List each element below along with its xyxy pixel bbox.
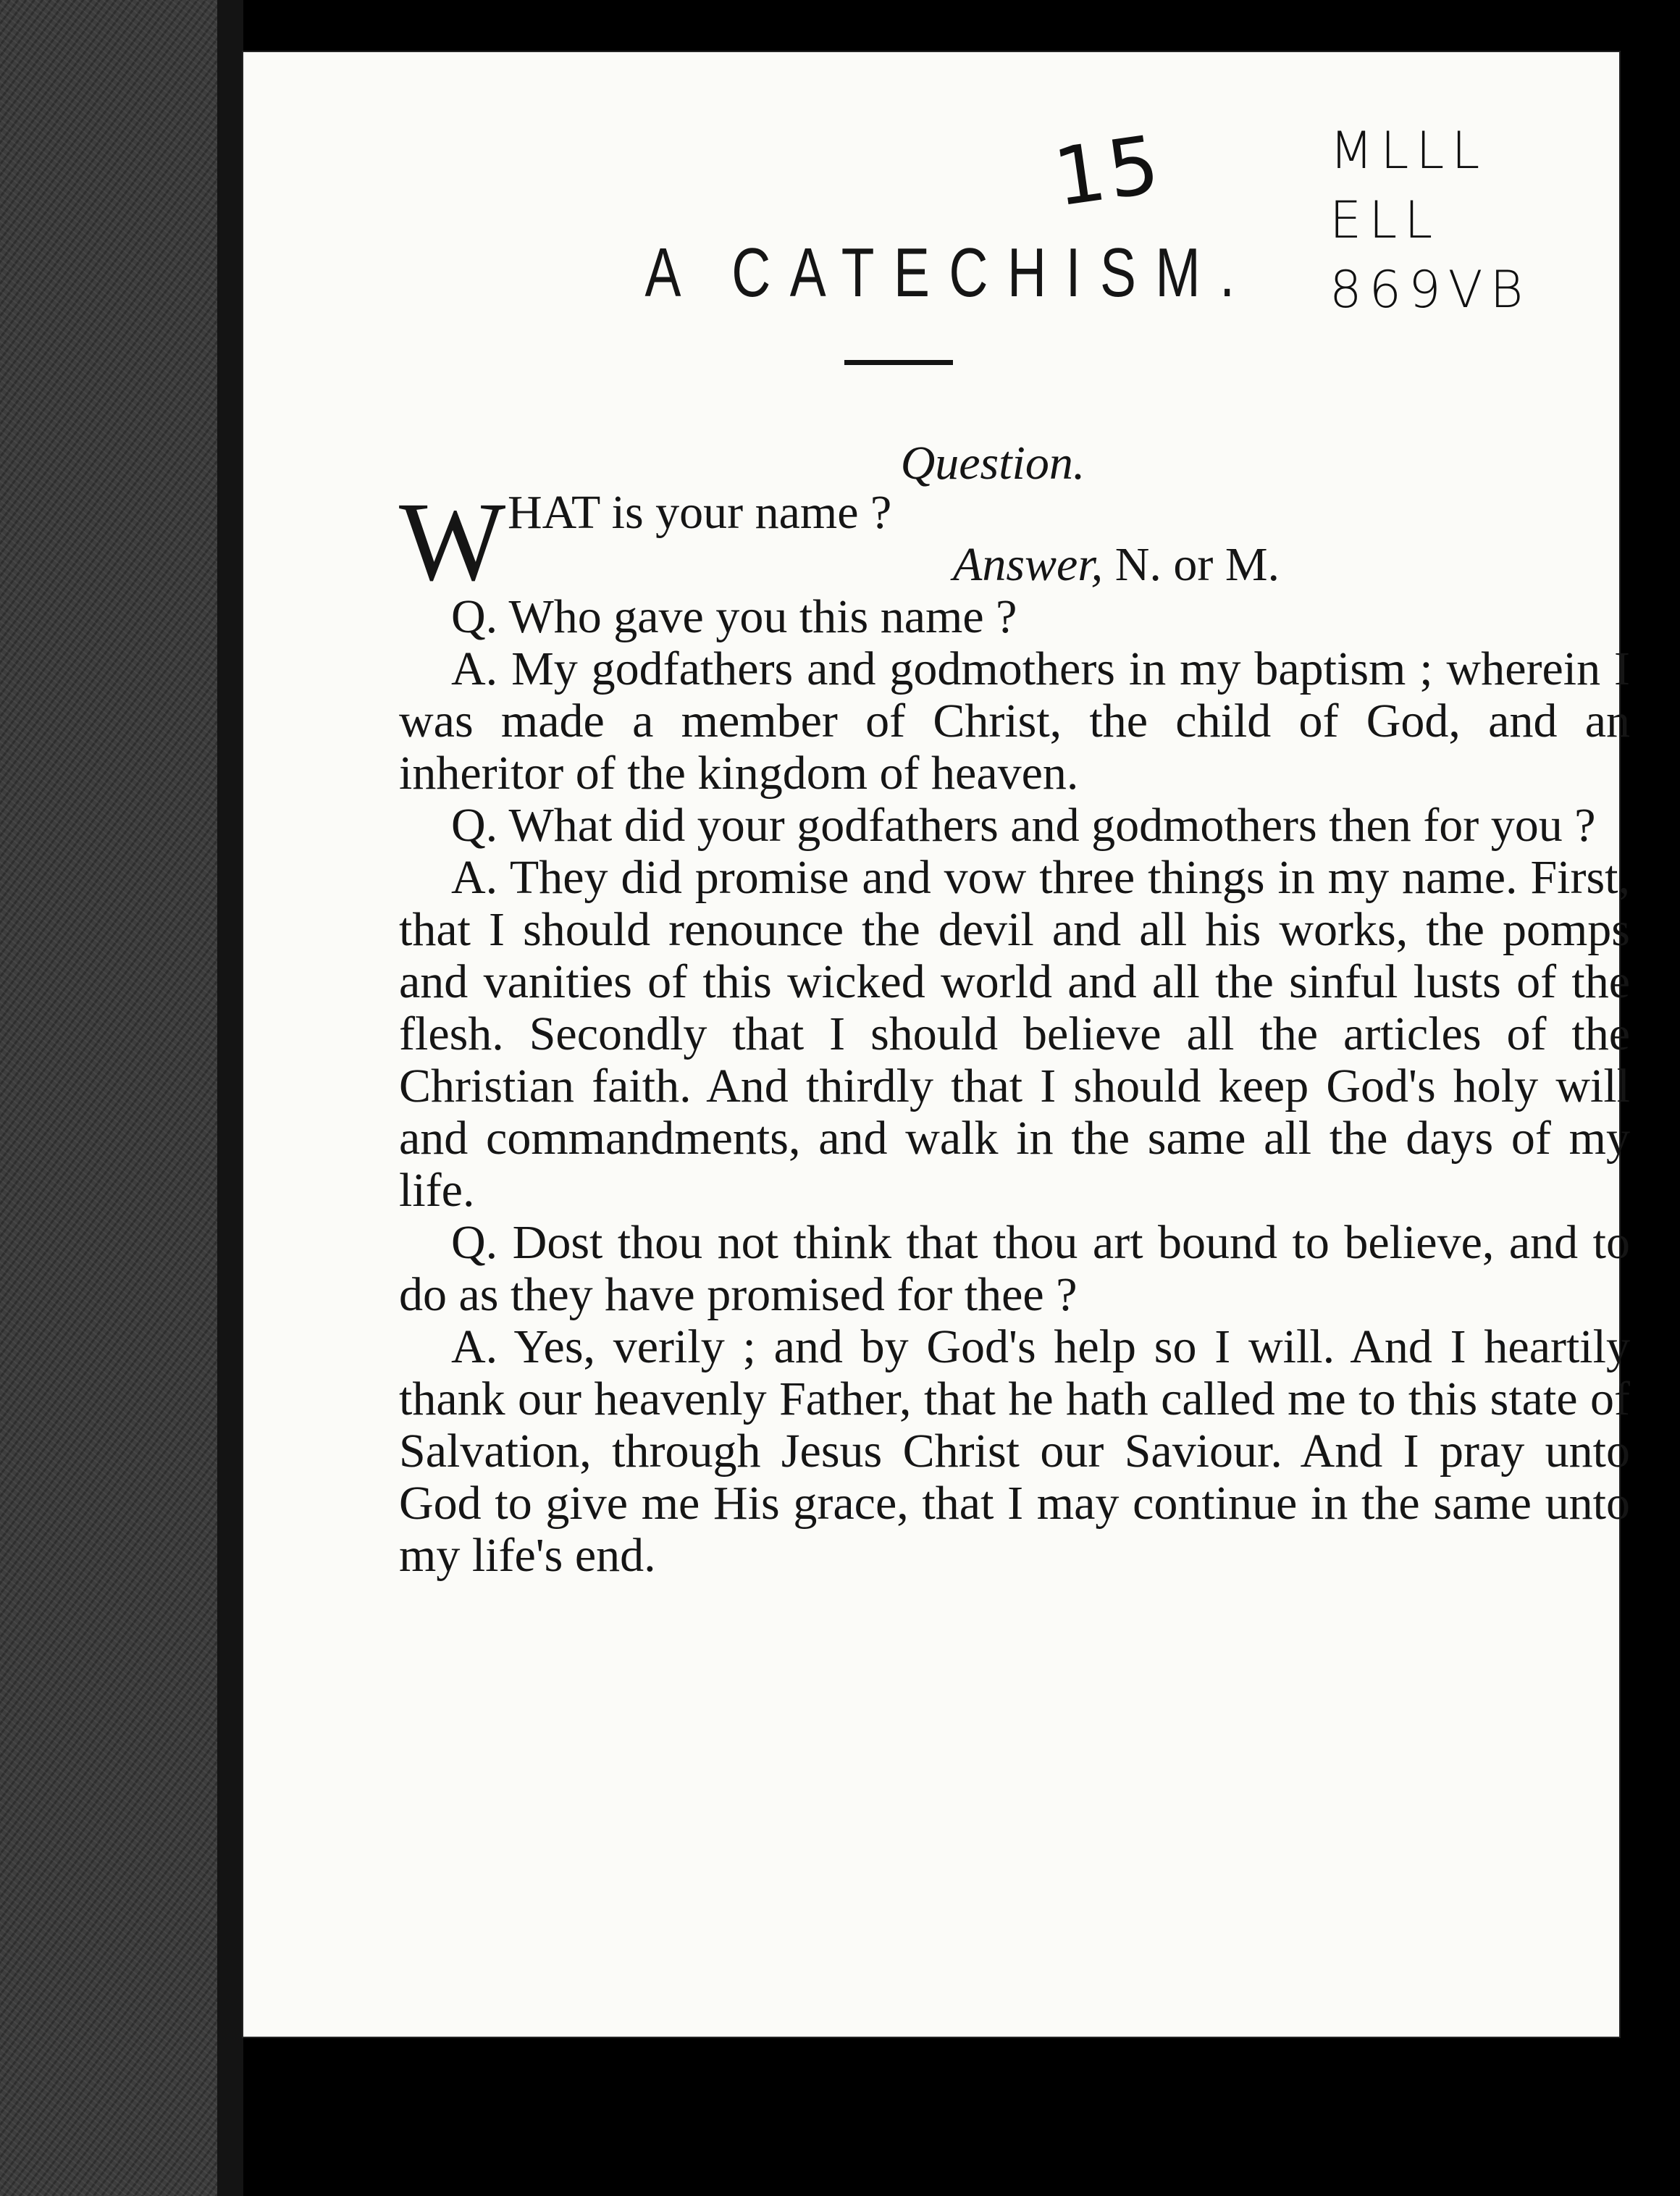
question-heading: Question.	[900, 437, 1085, 490]
page-title: A CATECHISM.	[644, 234, 1254, 311]
paragraph-a3: A. They did promise and vow three things in my name. First, that I should renounce the devil and all his works, the pomps and vanities of this wicked world and all the sinful lusts of the flesh. Secondly that I should believe all the articles of the Christian faith. And thirdly that I should keep God's holy will and commandments, and walk in the same all the days of my life.	[399, 851, 1630, 1217]
paragraph-q3: Q. What did your godfathers and godmothers then for you ?	[451, 799, 1596, 852]
first-question-block	[399, 479, 1630, 604]
document-page	[243, 52, 1630, 2037]
first-answer-text: N. or M.	[1114, 538, 1280, 591]
paragraph-q2: Q. Who gave you this name ?	[451, 590, 1017, 643]
paragraph-q4: Q. Dost thou not think that thou art bound to believe, and to do as they have promised for thee ?	[399, 1216, 1630, 1321]
paragraph-a4: A. Yes, verily ; and by God's help so I will. And I heartily thank our heavenly Father, that he hath called me to this state of Salvation, through Jesus Christ our Saviour. And I pray unto God to give me His grace, that I may continue in the same unto my life's end.	[399, 1320, 1630, 1582]
handwritten-ref-line-2: ELL	[1330, 190, 1440, 250]
drop-cap: W	[399, 479, 506, 604]
cover-spine-edge	[217, 0, 243, 2196]
first-answer	[953, 539, 1280, 591]
handwritten-ref-line-3: 869VB	[1330, 260, 1531, 319]
first-answer-label: Answer,	[953, 538, 1104, 591]
handwritten-ref-line-1: MLLL	[1330, 121, 1487, 180]
catechism-body	[399, 479, 1630, 1582]
paragraph-a2: A. My godfathers and godmothers in my baptism ; wherein I was made a member of Christ, the child of God, and an inheritor of the kingdom of heaven.	[399, 642, 1630, 800]
handwritten-number: 15	[1048, 117, 1168, 225]
book-cover	[0, 0, 217, 2196]
title-rule	[844, 360, 953, 365]
first-question-text: HAT is your name ?	[508, 486, 892, 539]
